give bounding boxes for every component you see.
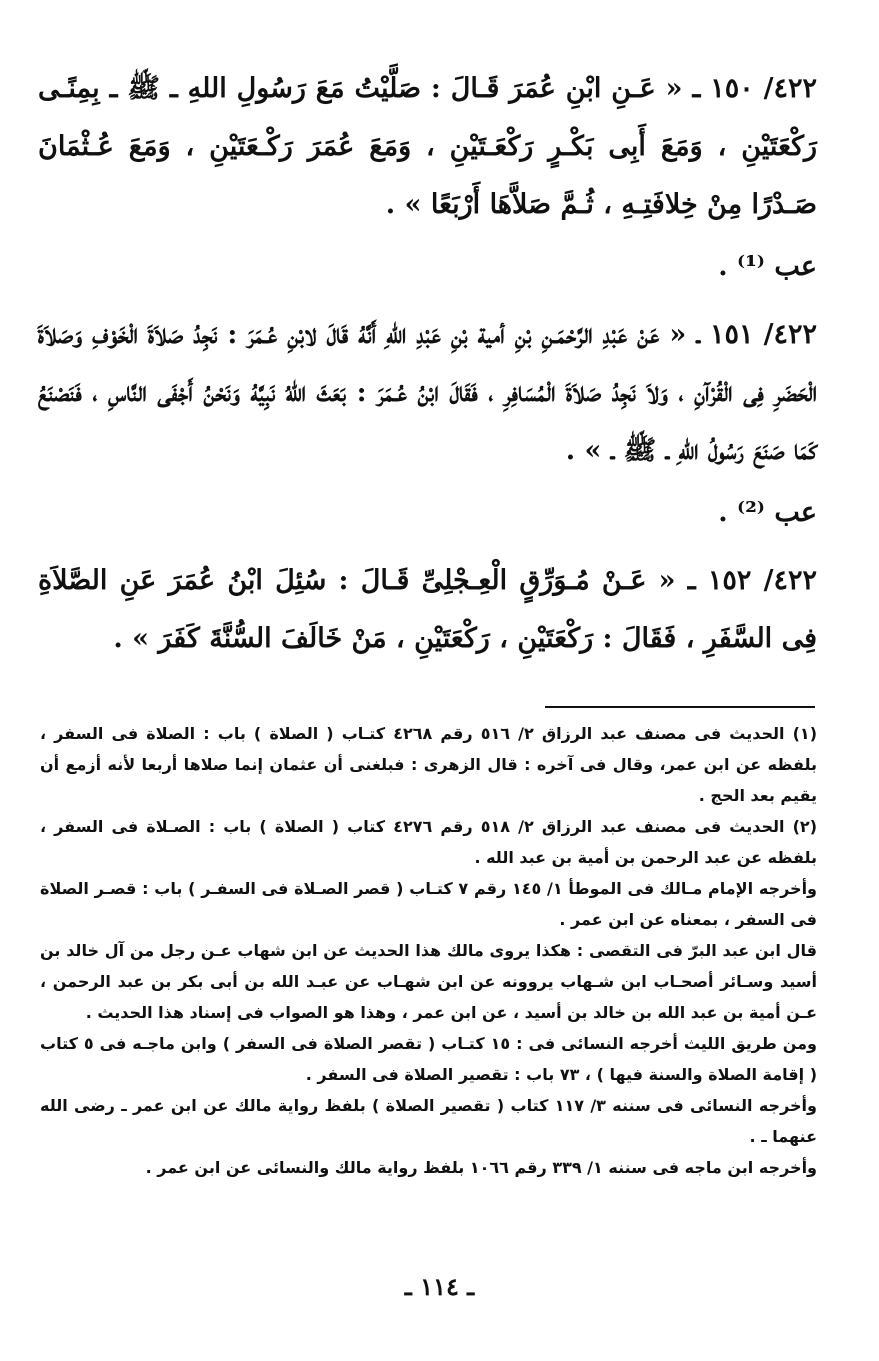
footnotes [40, 718, 817, 1183]
hadith-text: « عَنْ عَبْدِ الرَّحْمَـنِ بْنِ أمية بْنِ عَبْدِ اللهِ أَنَّهُ قَالَ لابْنِ عُـمَرَ : نَجِدُ صَلاَةَ الْخَوْفِ وَصَلاَةَ الْحَضَرِ فِى الْقُرْآنِ ، وَلاَ نَجِدُ صَلاَةَ الْمُسَافِرِ ، فَقَالَ ابْنُ عُـمَرَ : بَعَثَ اللهُ نَبِيَّهُ وَنَحْنُ أَجْفَى النَّاسِ ، فَنَصْنَعُ كَمَا صَنَعَ رَسُولُ اللهِ ـ ﷺ ـ » . [38, 319, 817, 466]
footnote-separator [545, 706, 815, 708]
hadith-text: « عَـنِ ابْنِ عُمَرَ قَـالَ : صَلَّيْتُ مَعَ رَسُولِ اللهِ ـ ﷺ ـ بِمِنًـى رَكْعَتَيْنِ ، وَمَعَ أَبِى بَكْـرٍ رَكْعَـتَيْنِ ، وَمَعَ عُمَرَ رَكْـعَتَيْنِ ، وَمَعَ عُـثْمَانَ صَـدْرًا مِنْ خِلافَتِـهِ ، ثُـمَّ صَلاَّهَا أَرْبَعًا » . [38, 73, 817, 220]
hadith-number: ٤٢٢/ ١٥١ ـ [696, 319, 817, 350]
footnote-2-nasai: وأخرجه النسائى فى سننه ٣/ ١١٧ كتاب ( تقصير الصلاة ) بلفظ رواية مالك عن ابن عمر ـ رضى الله عنهما ـ . [40, 1096, 817, 1146]
hadith-reference: عب ⁽²⁾ . [718, 497, 817, 528]
footnote-2-malik: وأخرجه الإمام مـالك فى الموطأ ١/ ١٤٥ رقم ٧ كتـاب ( قصر الصـلاة فى السفـر ) باب : قصـر الصلاة فى السفر ، بمعناه عن ابن عمر . [40, 879, 817, 929]
hadith-reference: عب ⁽¹⁾ . [718, 251, 817, 282]
hadith-152 [38, 552, 817, 668]
footnote-1: (١) الحديث فى مصنف عبد الرزاق ٢/ ٥١٦ رقم ٤٢٦٨ كتـاب ( الصلاة ) باب : الصلاة فى السفر ، بلفظه عن ابن عمر، وقال فى آخره : قال الزهرى : فبلغنى أن عثمان إنما صلاها أربعا لأنه أزمع أن يقيم بعد الحج . [40, 724, 817, 805]
main-text [38, 60, 817, 668]
hadith-150 [38, 60, 817, 234]
page-number: ـ ١١٤ ـ [404, 1272, 475, 1301]
footnote-2-ibn-majah: وأخرجه ابن ماجه فى سننه ١/ ٣٣٩ رقم ١٠٦٦ بلفظ رواية مالك والنسائى عن ابن عمر . [145, 1158, 817, 1177]
hadith-text: « عَـنْ مُـوَرِّقٍ الْعِـجْلِىِّ قَـالَ : سُئِلَ ابْنُ عُمَرَ عَنِ الصَّلاَةِ فِى السَّفَرِ ، فَقَالَ : رَكْعَتَيْنِ ، رَكْعَتَيْنِ ، مَنْ خَالَفَ السُّنَّةَ كَفَرَ » . [38, 565, 817, 654]
hadith-151 [38, 306, 817, 480]
footnote-2-ibn-abd-al-barr: قال ابن عبد البرّ فى التقصى : هكذا يروى مالك هذا الحديث عن ابن شهاب عـن رجل من آل خالد بن أسيد وسـائر أصحـاب ابن شـهاب يروونه عن ابن شهـاب عن عبـد الله بن أبى بكر بن عبد الرحمن ، عـن أمية بن عبد الله بن خالد بن أسيد ، عن ابن عمر ، وهذا هو الصواب فى إسناد هذا الحديث . [40, 941, 817, 1022]
hadith-number: ٤٢٢/ ١٥٠ ـ [692, 73, 818, 104]
footnote-2-al-layth: ومن طريق الليث أخرجه النسائى فى : ١٥ كتـاب ( تقصر الصلاة فى السفر ) وابن ماجـه فى ٥ كتاب ( إقامة الصلاة والسنة فيها ) ، ٧٣ باب : تقصير الصلاة فى السفر . [40, 1034, 818, 1084]
footnote-2: (٢) الحديث فى مصنف عبد الرزاق ٢/ ٥١٨ رقم ٤٢٧٦ كتاب ( الصلاة ) باب : الصـلاة فى السفر ، بلفظه عن عبد الرحمن بن أمية بن عبد الله . [40, 817, 817, 867]
hadith-number: ٤٢٢/ ١٥٢ ـ [687, 565, 817, 596]
